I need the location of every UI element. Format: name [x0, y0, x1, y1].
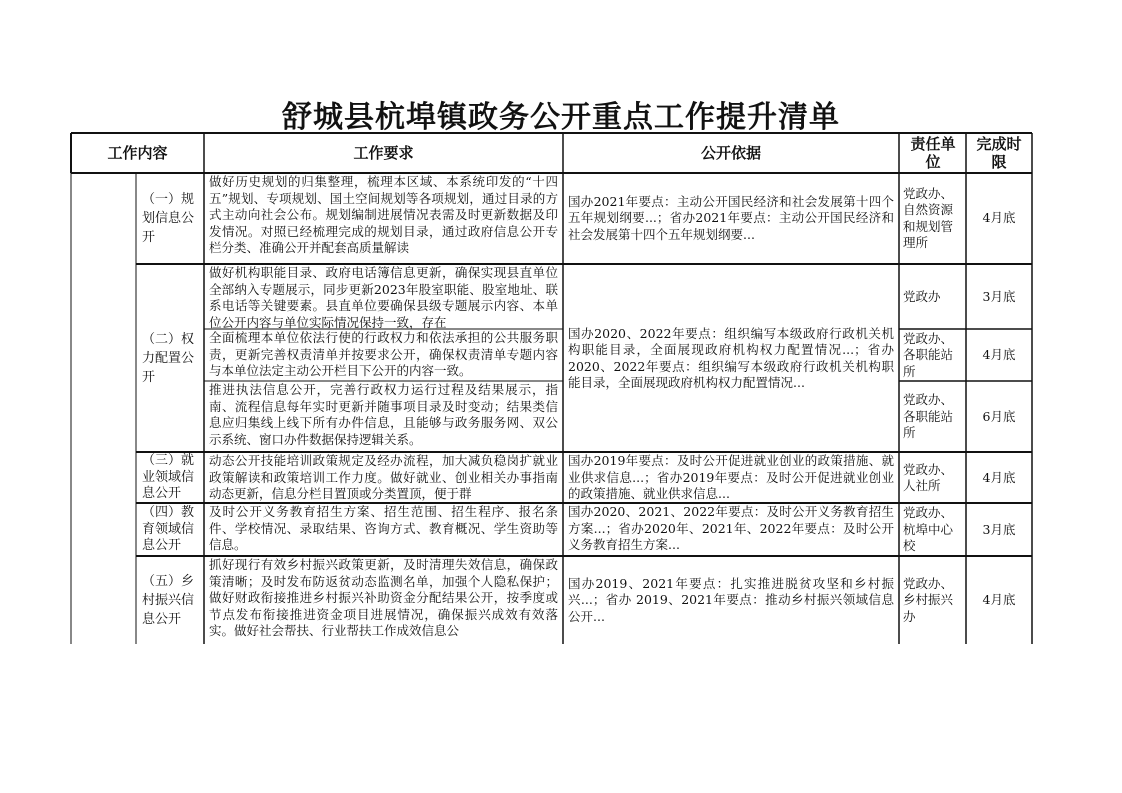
header-responsible: 责任单位 [910, 135, 956, 171]
category-employment: （三）就业领域信息公开 [142, 453, 195, 502]
document-title: 舒城县杭埠镇政务公开重点工作提升清单 [282, 100, 840, 135]
basis-rural: 国办2019、2021年要点：扎实推进脱贫攻坚和乡村振兴...；省办 2019、2021年要点：推动乡村振兴领域信息公开... [568, 575, 894, 624]
header-basis: 公开依据 [700, 144, 761, 162]
requirement-education: 及时公开义务教育招生方案、招生范围、招生程序、报名条件、学校情况、录取结果、咨询方式、教育概况、学生资助等信息。 [209, 504, 558, 552]
header-content: 工作内容 [107, 144, 168, 162]
header-deadline: 完成时限 [976, 135, 1022, 171]
requirement-planning: 做好历史规划的归集整理，梳理本区域、本系统印发的“十四五”规划、专项规划、国土空间规划等各项规划，通过目录的方式主动向社会公布。规划编制进展情况表需及时更新数据及印发情况。对照已经梳理完成的规划目录，通过政府信息公开专栏分类、准确公开并配套高质量解读 [209, 174, 558, 255]
responsible-education: 党政办、杭埠中心校 [903, 505, 954, 554]
category-rural: （五）乡村振兴信息公开 [142, 574, 195, 627]
responsible-power-2: 党政办、各职能站所 [903, 330, 954, 379]
requirement-rural: 抓好现行有效乡村振兴政策更新，及时清理失效信息，确保政策清晰；及时发布防返贫动态监测名单，加强个人隐私保护；做好财政衔接推进乡村振兴补助资金分配结果公开，按季度或节点发布衔接推进资金项目进展情况，确保振兴成效有效落实。做好社会帮扶、行业帮扶工作成效信息公 [209, 557, 558, 638]
basis-employment: 国办2019年要点：及时公开促进就业创业的政策措施、就业供求信息...；省办2019年要点：及时公开促进就业创业的政策措施、就业供求信息... [568, 453, 894, 501]
deadline-planning: 4月底 [982, 210, 1016, 226]
basis-education: 国办2020、2021、2022年要点：及时公开义务教育招生方案...；省办2020年、2021年、2022年要点：及时公开义务教育招生方案... [568, 504, 894, 552]
requirement-power-1: 做好机构职能目录、政府电话簿信息更新，确保实现县直单位全部纳入专题展示，同步更新2023年股室职能、股室地址、联系电话等关键要素。县直单位要确保县级专题展示内容、本单位公开内容与单位实际情况保持一致，存在 [209, 265, 558, 329]
responsible-power-3: 党政办、各职能站所 [903, 392, 954, 441]
requirement-employment: 动态公开技能培训政策规定及经办流程，加大减负稳岗扩就业政策解读和政策培训工作力度。做好就业、创业相关办事指南动态更新，信息分栏目置顶或分类置顶，便于群 [209, 453, 558, 501]
requirement-power-2: 全面梳理本单位依法行使的行政权力和依法承担的公共服务职责，更新完善权责清单并按要求公开，确保权责清单专题内容与本单位法定主动公开栏目下公开的内容一致。 [209, 330, 558, 378]
category-planning: （一）规划信息公开 [142, 192, 195, 245]
header-requirements: 工作要求 [353, 144, 414, 162]
responsible-power-1: 党政办 [903, 288, 941, 304]
responsible-rural: 党政办、乡村振兴办 [903, 575, 954, 624]
deadline-power-3: 6月底 [982, 408, 1016, 424]
deadline-rural: 4月底 [982, 592, 1016, 608]
deadline-employment: 4月底 [982, 469, 1016, 485]
responsible-planning: 党政办、自然资源和规划管理所 [903, 185, 954, 250]
category-power: （二）权力配置公开 [142, 332, 195, 385]
deadline-education: 3月底 [982, 521, 1016, 537]
responsible-employment: 党政办、人社所 [903, 461, 954, 493]
requirement-power-3: 推进执法信息公开，完善行政权力运行过程及结果展示，指南、流程信息每年实时更新并随事项目录及时变动；结果类信息应归集线上线下所有办件信息，且能够与政务服务网、双公示系统、窗口办件数据保持逻辑关系。 [209, 382, 558, 447]
category-education: （四）教育领域信息公开 [142, 505, 195, 554]
basis-power: 国办2020、2022年要点：组织编写本级政府行政机关机构职能目录，全面展现政府机构权力配置情况...；省办2020、2022年要点：组织编写本级政府行政机关机构职能目录，全面展现政府机构权力配置情况... [568, 325, 894, 390]
basis-planning: 国办2021年要点：主动公开国民经济和社会发展第十四个五年规划纲要...；省办2021年要点：主动公开国民经济和社会发展第十四个五年规划纲要... [568, 193, 894, 242]
deadline-power-1: 3月底 [982, 288, 1016, 304]
deadline-power-2: 4月底 [982, 347, 1016, 363]
